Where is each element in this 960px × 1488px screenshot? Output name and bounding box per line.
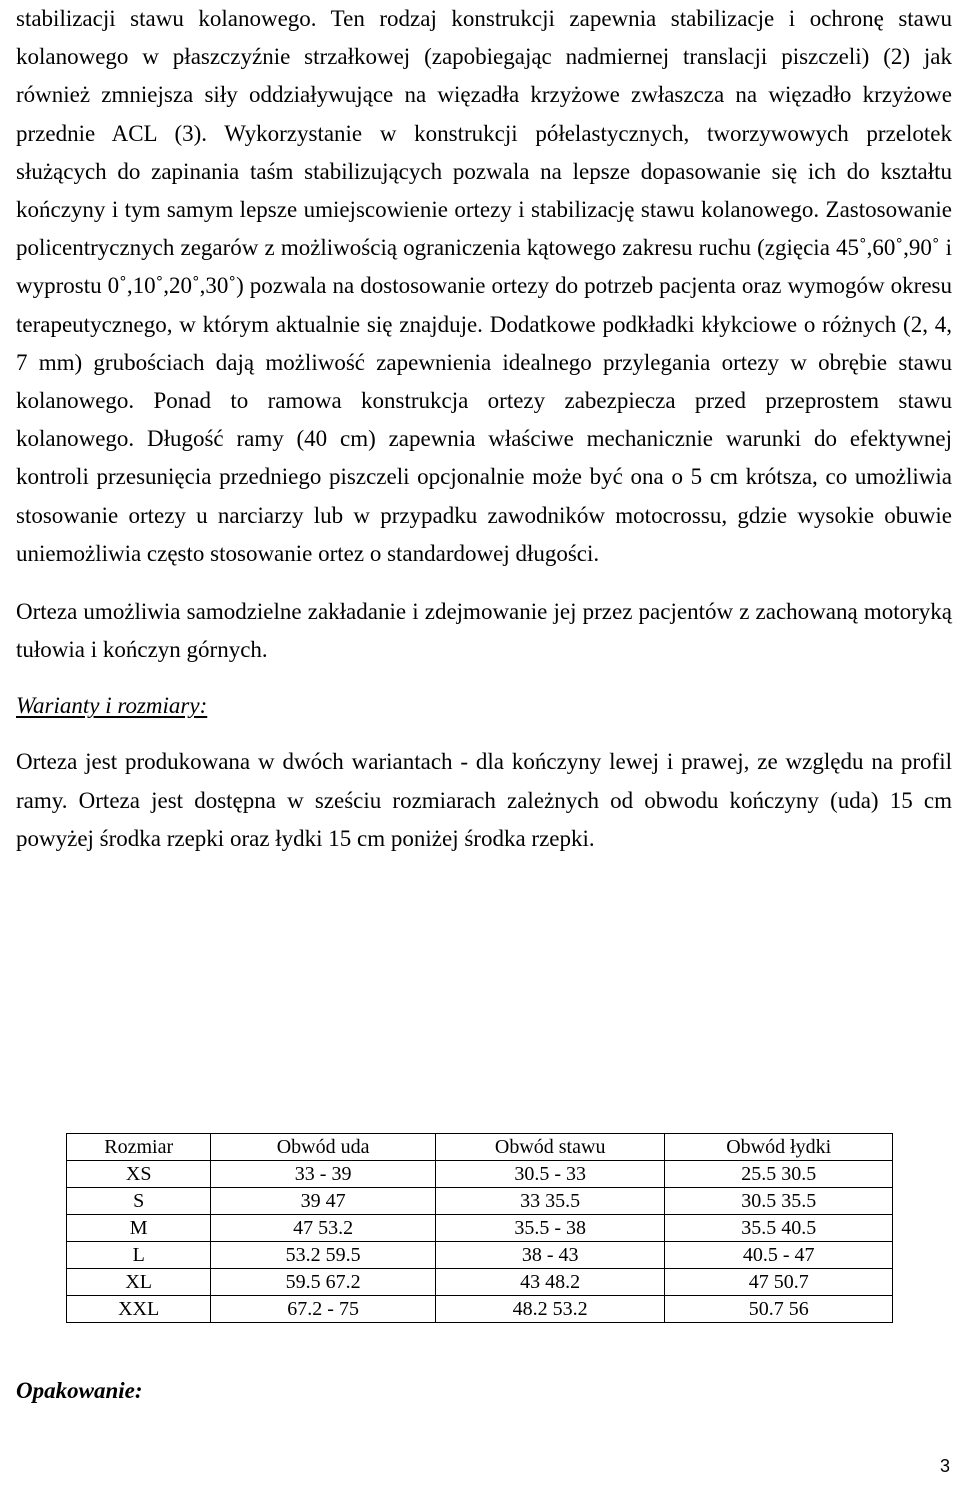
section-heading-packaging: Opakowanie: <box>16 1378 143 1403</box>
table-cell: 39 47 <box>211 1188 436 1215</box>
table-cell: M <box>67 1215 211 1242</box>
table-cell: 35.5 40.5 <box>665 1215 893 1242</box>
body-paragraph-self-application: Orteza umożliwia samodzielne zakładanie i zdejmowanie jej przez pacjentów z zachowaną motoryką tułowia i kończyn górnych. <box>16 599 952 663</box>
table-header-cell: Obwód stawu <box>435 1134 665 1161</box>
document-page <box>16 0 952 858</box>
table-cell: 30.5 - 33 <box>435 1161 665 1188</box>
table-cell: L <box>67 1242 211 1269</box>
table-row <box>67 1242 893 1269</box>
table-cell: XXL <box>67 1296 211 1323</box>
table-cell: 35.5 - 38 <box>435 1215 665 1242</box>
table-cell: 48.2 53.2 <box>435 1296 665 1323</box>
table-header-row <box>67 1134 893 1161</box>
table-cell: 53.2 59.5 <box>211 1242 436 1269</box>
table-row <box>67 1215 893 1242</box>
table-header-cell: Obwód łydki <box>665 1134 893 1161</box>
table-cell: 59.5 67.2 <box>211 1269 436 1296</box>
page-number: 3 <box>939 1456 950 1476</box>
table-cell: XS <box>67 1161 211 1188</box>
table-cell: 38 - 43 <box>435 1242 665 1269</box>
table-cell: 25.5 30.5 <box>665 1161 893 1188</box>
table-cell: XL <box>67 1269 211 1296</box>
size-table <box>66 1133 893 1323</box>
table-row <box>67 1296 893 1323</box>
body-paragraph-variants: Orteza jest produkowana w dwóch wariantach - dla kończyny lewej i prawej, ze względu na profil ramy. Orteza jest dostępna w sześciu rozmiarach zależnych od obwodu kończyny (uda) 15 cm powyżej środka rzepki oraz łydki 15 cm poniżej środka rzepki. <box>16 749 952 851</box>
table-header-cell: Obwód uda <box>211 1134 436 1161</box>
table-cell: 40.5 - 47 <box>665 1242 893 1269</box>
table-cell: 43 48.2 <box>435 1269 665 1296</box>
table-cell: 33 - 39 <box>211 1161 436 1188</box>
table-header-cell: Rozmiar <box>67 1134 211 1161</box>
table-row <box>67 1269 893 1296</box>
table-cell: 33 35.5 <box>435 1188 665 1215</box>
table-cell: 30.5 35.5 <box>665 1188 893 1215</box>
table-cell: 50.7 56 <box>665 1296 893 1323</box>
table-cell: S <box>67 1188 211 1215</box>
table-cell: 47 53.2 <box>211 1215 436 1242</box>
table-cell: 67.2 - 75 <box>211 1296 436 1323</box>
body-paragraph-construction: stabilizacji stawu kolanowego. Ten rodzaj konstrukcji zapewnia stabilizacje i ochronę stawu kolanowego w płaszczyźnie strzałkowej (zapobiegając nadmiernej translacji piszczeli) (2) jak również zmniejsza siły oddziaływujące na więzadła krzyżowe zwłaszcza na więzadło krzyżowe przednie ACL (3). Wykorzystanie w konstrukcji półelastycznych, tworzywowych przelotek służących do zapinania taśm stabilizujących pozwala na lepsze dopasowanie się ich do kształtu kończyny i tym samym lepsze umiejscowienie ortezy i stabilizację stawu kolanowego. Zastosowanie policentrycznych zegarów z możliwością ograniczenia kątowego zakresu ruchu (zgięcia 45˚,60˚,90˚ i wyprostu 0˚,10˚,20˚,30˚) pozwala na dostosowanie ortezy do potrzeb pacjenta oraz wymogów okresu terapeutycznego, w którym aktualnie się znajduje. Dodatkowe podkładki kłykciowe o różnych (2, 4, 7 mm) grubościach dają możliwość zapewnienia idealnego przylegania ortezy w obrębie stawu kolanowego. Ponad to ramowa konstrukcja ortezy zabezpiecza przed przeprostem stawu kolanowego. Długość ramy (40 cm) zapewnia właściwe mechanicznie warunki do efektywnej kontroli przesunięcia przedniego piszczeli opcjonalnie może być ona o 5 cm krótsza, co umożliwia stosowanie ortezy u narciarzy lub w przypadku zawodników motocrossu, gdzie wysokie obuwie uniemożliwia często stosowanie ortez o standardowej długości. <box>16 6 952 566</box>
table-row <box>67 1161 893 1188</box>
table-row <box>67 1188 893 1215</box>
section-heading-variants: Warianty i rozmiary: <box>16 693 208 719</box>
table-cell: 47 50.7 <box>665 1269 893 1296</box>
